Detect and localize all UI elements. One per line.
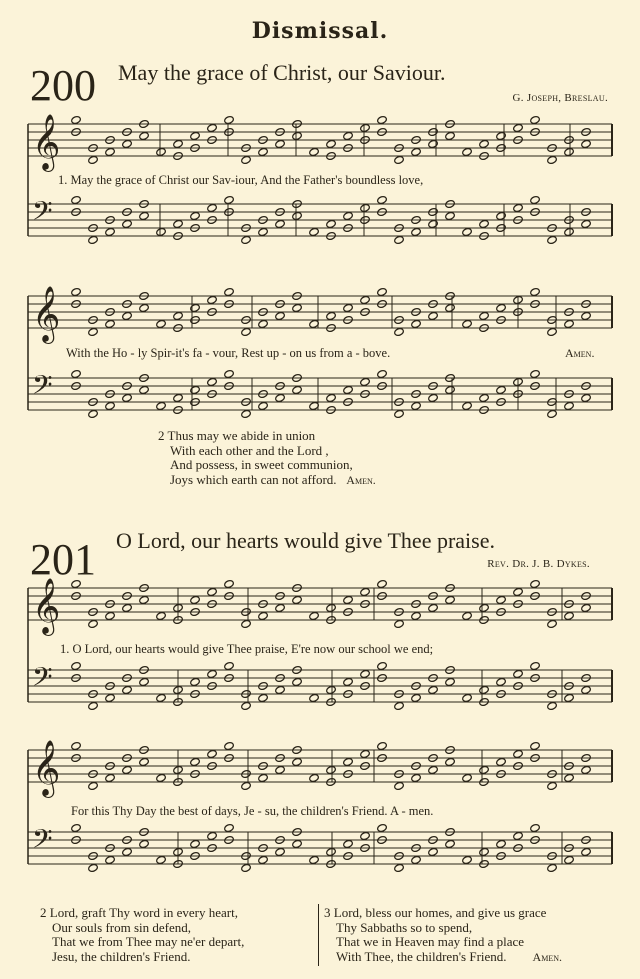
note-head — [343, 677, 354, 686]
note-head — [275, 847, 286, 856]
note-head — [445, 839, 456, 848]
note-head — [530, 661, 541, 670]
verse-line: That we in Heaven may find a place — [336, 934, 525, 949]
note-head — [377, 741, 388, 750]
note-head — [581, 685, 592, 694]
note-head — [564, 147, 575, 156]
note-head — [581, 311, 592, 320]
note-head — [343, 385, 354, 394]
note-head — [479, 393, 490, 402]
lyric-line: With the Ho - ly Spir-it's fa - vour, Rest up - on us from a - bove. — [66, 346, 391, 360]
note-head — [462, 611, 473, 620]
note-head — [513, 831, 524, 840]
note-head — [139, 385, 150, 394]
note-head — [428, 685, 439, 694]
note-head — [105, 227, 116, 236]
note-head — [88, 155, 99, 164]
note-head — [428, 393, 439, 402]
note-head — [71, 195, 82, 204]
note-head — [258, 611, 269, 620]
amen: Amen. — [565, 346, 595, 360]
note-head — [190, 757, 201, 766]
note-head — [394, 701, 405, 710]
note-head — [190, 385, 201, 394]
note-head — [258, 401, 269, 410]
note-head — [292, 757, 303, 766]
note-head — [360, 749, 371, 758]
note-head — [462, 773, 473, 782]
note-head — [496, 131, 507, 140]
note-head — [343, 131, 354, 140]
note-head — [462, 855, 473, 864]
note-head — [564, 773, 575, 782]
note-head — [275, 311, 286, 320]
note-head — [513, 123, 524, 132]
note-head — [275, 765, 286, 774]
lyric-line: For this Thy Day the best of days, Je - su, the children's Friend. A - men. — [71, 804, 434, 818]
note-head — [530, 287, 541, 296]
note-head — [207, 295, 218, 304]
note-head — [377, 115, 388, 124]
verse — [40, 906, 244, 964]
note-head — [241, 155, 252, 164]
note-head — [564, 401, 575, 410]
note-head — [139, 211, 150, 220]
note-head — [241, 701, 252, 710]
note-head — [326, 393, 337, 402]
note-head — [275, 685, 286, 694]
note-head — [207, 749, 218, 758]
note-head — [360, 587, 371, 596]
note-head — [156, 773, 167, 782]
note-head — [156, 693, 167, 702]
note-head — [224, 195, 235, 204]
note-head — [190, 211, 201, 220]
verse — [324, 906, 562, 964]
note-head — [581, 219, 592, 228]
note-head — [258, 147, 269, 156]
note-head — [411, 773, 422, 782]
note-head — [88, 409, 99, 418]
verse-divider — [318, 904, 319, 966]
bass-clef-icon: 𝄢 — [32, 194, 53, 233]
note-head — [207, 831, 218, 840]
note-head — [241, 781, 252, 790]
note-head — [88, 619, 99, 628]
note-head — [394, 863, 405, 872]
note-head — [411, 227, 422, 236]
note-head — [190, 677, 201, 686]
note-head — [326, 603, 337, 612]
note-head — [377, 579, 388, 588]
note-head — [445, 303, 456, 312]
note-head — [581, 393, 592, 402]
note-head — [224, 823, 235, 832]
note-head — [292, 595, 303, 604]
note-head — [513, 669, 524, 678]
note-head — [139, 595, 150, 604]
composer: Rev. Dr. J. B. Dykes. — [487, 558, 590, 570]
note-head — [207, 669, 218, 678]
note-head — [581, 847, 592, 856]
note-head — [173, 219, 184, 228]
verse-line: With each other and the Lord , — [170, 442, 329, 458]
hymn-title: May the grace of Christ, our Saviour. — [118, 60, 446, 85]
verse-line: Thy Sabbaths so to spend, — [336, 919, 473, 935]
note-head — [207, 123, 218, 132]
note-head — [428, 139, 439, 148]
note-head — [275, 219, 286, 228]
note-head — [292, 839, 303, 848]
note-head — [309, 855, 320, 864]
note-head — [105, 693, 116, 702]
note-head — [530, 823, 541, 832]
note-head — [156, 611, 167, 620]
note-head — [496, 839, 507, 848]
note-head — [496, 677, 507, 686]
note-head — [547, 619, 558, 628]
note-head — [122, 139, 133, 148]
note-head — [105, 855, 116, 864]
note-head — [479, 139, 490, 148]
note-head — [105, 147, 116, 156]
treble-clef-icon: 𝄞 — [32, 740, 61, 796]
note-head — [207, 587, 218, 596]
note-head — [309, 147, 320, 156]
note-head — [139, 677, 150, 686]
note-head — [258, 693, 269, 702]
note-head — [445, 211, 456, 220]
note-head — [377, 661, 388, 670]
note-head — [581, 603, 592, 612]
note-head — [122, 685, 133, 694]
note-head — [309, 227, 320, 236]
note-head — [411, 147, 422, 156]
note-head — [547, 863, 558, 872]
note-head — [139, 131, 150, 140]
note-head — [190, 131, 201, 140]
verse — [158, 429, 376, 487]
note-head — [224, 579, 235, 588]
note-head — [428, 765, 439, 774]
note-head — [88, 863, 99, 872]
note-head — [326, 847, 337, 856]
note-head — [564, 693, 575, 702]
verse-line — [324, 950, 562, 965]
verse-line: 2 Thus may we abide in union — [158, 428, 316, 443]
note-head — [530, 741, 541, 750]
note-head — [139, 757, 150, 766]
note-head — [71, 369, 82, 378]
note-head — [309, 773, 320, 782]
note-head — [292, 211, 303, 220]
note-head — [547, 781, 558, 790]
note-head — [105, 773, 116, 782]
verse-line: Jesu, the children's Friend. — [52, 948, 191, 964]
note-head — [411, 319, 422, 328]
hymn-title: O Lord, our hearts would give Thee praise. — [116, 528, 495, 553]
note-head — [122, 219, 133, 228]
verse-line: That we from Thee may ne'er depart, — [52, 934, 245, 949]
composer: G. Joseph, Breslau. — [512, 92, 608, 104]
verse-line: 2 Lord, graft Thy word in every heart, — [40, 905, 238, 920]
bass-clef-icon: 𝄢 — [32, 822, 53, 861]
note-head — [139, 303, 150, 312]
note-head — [275, 603, 286, 612]
note-head — [190, 595, 201, 604]
note-head — [241, 863, 252, 872]
note-head — [479, 847, 490, 856]
note-head — [513, 203, 524, 212]
note-head — [394, 327, 405, 336]
note-head — [156, 401, 167, 410]
note-head — [530, 579, 541, 588]
note-head — [326, 311, 337, 320]
note-head — [292, 303, 303, 312]
note-head — [496, 385, 507, 394]
note-head — [547, 701, 558, 710]
note-head — [275, 393, 286, 402]
note-head — [105, 319, 116, 328]
note-head — [496, 303, 507, 312]
note-head — [428, 219, 439, 228]
note-head — [88, 327, 99, 336]
note-head — [496, 595, 507, 604]
note-head — [513, 749, 524, 758]
note-head — [105, 611, 116, 620]
note-head — [122, 393, 133, 402]
note-head — [88, 701, 99, 710]
note-head — [564, 319, 575, 328]
note-head — [122, 311, 133, 320]
note-head — [462, 147, 473, 156]
note-head — [428, 603, 439, 612]
note-head — [207, 377, 218, 386]
note-head — [360, 295, 371, 304]
note-head — [105, 401, 116, 410]
note-head — [462, 319, 473, 328]
note-head — [258, 227, 269, 236]
note-head — [377, 287, 388, 296]
note-head — [394, 409, 405, 418]
note-head — [564, 227, 575, 236]
note-head — [411, 401, 422, 410]
note-head — [139, 839, 150, 848]
bass-clef-icon: 𝄢 — [32, 660, 53, 699]
note-head — [360, 669, 371, 678]
note-head — [224, 115, 235, 124]
note-head — [88, 781, 99, 790]
note-head — [394, 235, 405, 244]
note-head — [360, 203, 371, 212]
note-head — [428, 311, 439, 320]
note-head — [122, 603, 133, 612]
note-head — [258, 773, 269, 782]
hymn-number: 201 — [30, 535, 96, 584]
note-head — [428, 847, 439, 856]
note-head — [343, 595, 354, 604]
note-head — [394, 155, 405, 164]
note-head — [479, 311, 490, 320]
note-head — [275, 139, 286, 148]
note-head — [547, 327, 558, 336]
note-head — [360, 831, 371, 840]
note-head — [462, 401, 473, 410]
lyric-line: 1. O Lord, our hearts would give Thee praise, E're now our school we end; — [60, 642, 434, 656]
note-head — [88, 235, 99, 244]
note-head — [292, 385, 303, 394]
verse-line-text: Joys which earth can not afford. — [170, 471, 337, 487]
verse-line — [158, 473, 376, 488]
bass-clef-icon: 𝄢 — [32, 368, 53, 407]
note-head — [411, 611, 422, 620]
note-head — [479, 219, 490, 228]
hymn-number: 200 — [30, 61, 96, 110]
note-head — [547, 155, 558, 164]
note-head — [258, 319, 269, 328]
note-head — [343, 211, 354, 220]
note-head — [122, 765, 133, 774]
note-head — [343, 303, 354, 312]
note-head — [360, 377, 371, 386]
note-head — [71, 661, 82, 670]
note-head — [241, 409, 252, 418]
note-head — [564, 611, 575, 620]
note-head — [190, 303, 201, 312]
note-head — [343, 839, 354, 848]
note-head — [309, 611, 320, 620]
note-head — [241, 619, 252, 628]
note-head — [156, 319, 167, 328]
note-head — [343, 757, 354, 766]
verse-line: And possess, in sweet communion, — [170, 457, 353, 472]
note-head — [207, 203, 218, 212]
note-head — [479, 685, 490, 694]
note-head — [445, 595, 456, 604]
note-head — [496, 211, 507, 220]
note-head — [530, 369, 541, 378]
note-head — [326, 139, 337, 148]
note-head — [445, 385, 456, 394]
note-head — [377, 369, 388, 378]
note-head — [224, 661, 235, 670]
note-head — [581, 765, 592, 774]
note-head — [394, 781, 405, 790]
note-head — [360, 123, 371, 132]
note-head — [411, 693, 422, 702]
treble-clef-icon: 𝄞 — [32, 286, 61, 342]
note-head — [173, 311, 184, 320]
note-head — [547, 409, 558, 418]
section-title: Dismissal. — [251, 18, 389, 44]
lyric-line: 1. May the grace of Christ our Sav-iour, And the Father's boundless love, — [58, 173, 424, 187]
treble-clef-icon: 𝄞 — [32, 578, 61, 634]
note-head — [71, 741, 82, 750]
note-head — [326, 685, 337, 694]
note-head — [394, 619, 405, 628]
note-head — [71, 823, 82, 832]
note-head — [462, 227, 473, 236]
note-head — [445, 677, 456, 686]
note-head — [292, 677, 303, 686]
note-head — [224, 287, 235, 296]
note-head — [190, 839, 201, 848]
note-head — [71, 287, 82, 296]
note-head — [513, 587, 524, 596]
amen: Amen. — [532, 949, 562, 964]
note-head — [156, 147, 167, 156]
note-head — [496, 757, 507, 766]
note-head — [326, 765, 337, 774]
note-head — [326, 219, 337, 228]
treble-clef-icon: 𝄞 — [32, 114, 61, 170]
note-head — [479, 765, 490, 774]
note-head — [258, 855, 269, 864]
note-head — [377, 195, 388, 204]
note-head — [173, 393, 184, 402]
note-head — [547, 235, 558, 244]
verse-line: Our souls from sin defend, — [52, 919, 192, 935]
note-head — [156, 855, 167, 864]
note-head — [156, 227, 167, 236]
note-head — [530, 195, 541, 204]
note-head — [445, 131, 456, 140]
note-head — [377, 823, 388, 832]
amen: Amen. — [346, 472, 376, 487]
note-head — [173, 139, 184, 148]
note-head — [462, 693, 473, 702]
verse-line-text: With Thee, the children's Friend. — [336, 948, 507, 964]
note-head — [479, 603, 490, 612]
note-head — [71, 115, 82, 124]
note-head — [309, 693, 320, 702]
note-head — [581, 139, 592, 148]
note-head — [530, 115, 541, 124]
note-head — [241, 327, 252, 336]
verse-line: 3 Lord, bless our homes, and give us grace — [324, 905, 547, 920]
note-head — [122, 847, 133, 856]
note-head — [411, 855, 422, 864]
note-head — [224, 369, 235, 378]
note-head — [241, 235, 252, 244]
note-head — [292, 131, 303, 140]
note-head — [445, 757, 456, 766]
note-head — [224, 741, 235, 750]
note-head — [564, 855, 575, 864]
